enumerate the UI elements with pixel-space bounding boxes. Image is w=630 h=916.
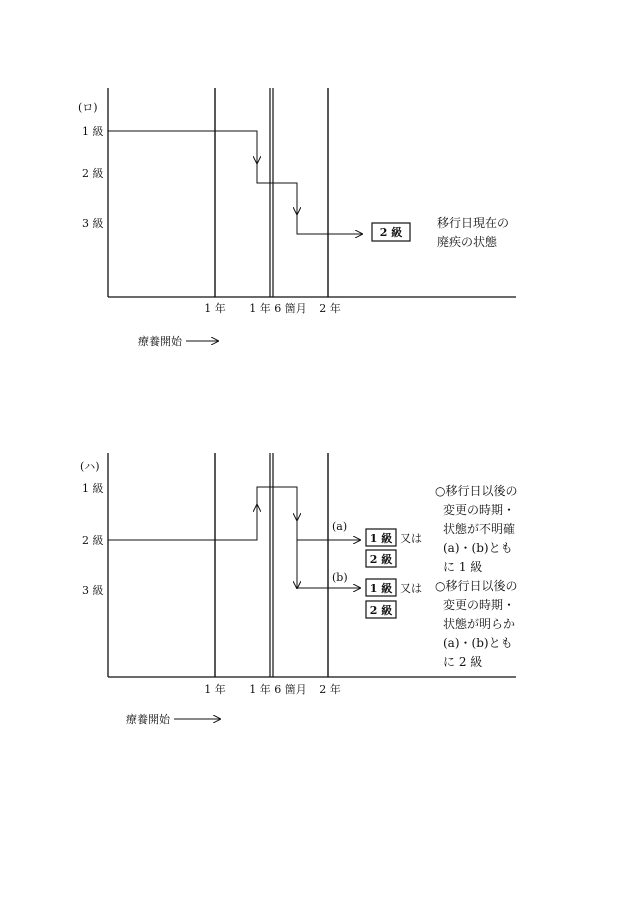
- note-line-1-ro: 移行日現在の: [437, 216, 510, 230]
- box-b-level-2-label: 2 級: [369, 604, 393, 617]
- path-step-down-ha: [257, 487, 297, 520]
- note-b-line-4: (a)・(b)とも: [443, 636, 513, 650]
- note-a-line-1: ○移行日以後の: [435, 484, 518, 498]
- result-box-label-ro: 2 級: [379, 226, 403, 239]
- note-a-line-4: (a)・(b)とも: [443, 541, 513, 555]
- diagram-ro: [78, 88, 516, 348]
- path-a-label-ha: (a): [332, 520, 348, 533]
- x-tick-1-year-ro: 1 年: [204, 302, 226, 315]
- note-b-line-5: に 2 級: [443, 655, 483, 669]
- x-tick-18-months-ha: 1 年 6 箇月: [249, 683, 307, 696]
- path-step-up-ha: [108, 505, 257, 540]
- note-b-line-2: 変更の時期・: [443, 598, 516, 612]
- path-to-result-ro: [297, 214, 362, 234]
- level-label-2-ha: 2 級: [82, 534, 104, 547]
- x-tick-2-year-ha: 2 年: [319, 683, 341, 696]
- level-label-1-ro: 1 級: [82, 125, 104, 138]
- note-a-line-5: に 1 級: [443, 560, 483, 574]
- start-label-ha: 療養開始: [126, 713, 170, 726]
- box-a-level-2-label: 2 級: [369, 553, 393, 566]
- level-label-3-ro: 3 級: [82, 217, 104, 230]
- box-a-level-1-label: 1 級: [369, 532, 393, 545]
- note-b-line-3: 状態が明らか: [443, 617, 516, 631]
- level-label-3-ha: 3 級: [82, 584, 104, 597]
- x-tick-18-months-ro: 1 年 6 箇月: [249, 302, 307, 315]
- x-tick-2-year-ro: 2 年: [319, 302, 341, 315]
- level-label-2-ro: 2 級: [82, 167, 104, 180]
- start-label-ro: 療養開始: [138, 335, 182, 348]
- note-line-2-ro: 廃疾の状態: [437, 235, 498, 249]
- note-a-line-3: 状態が不明確: [443, 522, 516, 536]
- or-label-b: 又は: [400, 582, 422, 595]
- note-a-line-2: 変更の時期・: [443, 503, 516, 517]
- panel-label-ro: (ロ): [78, 101, 98, 114]
- diagram-ha: [80, 453, 517, 726]
- or-label-a: 又は: [400, 532, 422, 545]
- path-step-down-2-ro: [257, 163, 297, 214]
- panel-label-ha: (ハ): [80, 460, 100, 473]
- path-step-down-1-ro: [108, 131, 257, 163]
- level-label-1-ha: 1 級: [82, 482, 104, 495]
- x-tick-1-year-ha: 1 年: [204, 683, 226, 696]
- box-b-level-1-label: 1 級: [369, 582, 393, 595]
- note-b-line-1: ○移行日以後の: [435, 579, 518, 593]
- path-b-label-ha: (b): [332, 571, 348, 584]
